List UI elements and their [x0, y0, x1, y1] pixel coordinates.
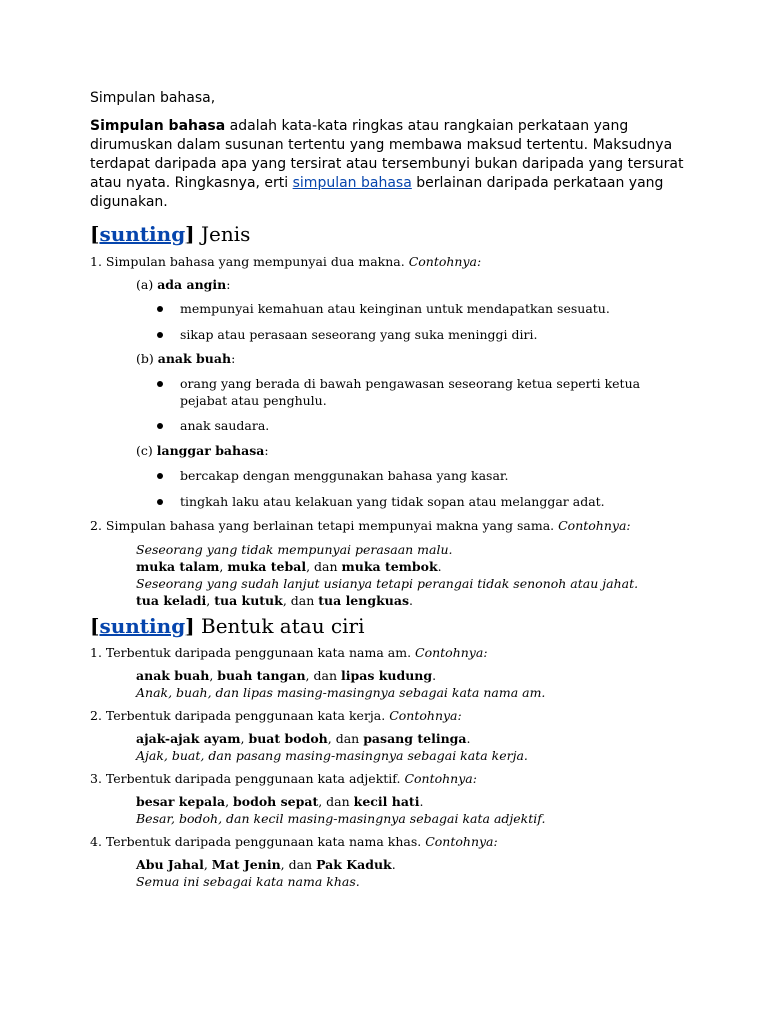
list-item: orang yang berada di bawah pengawasan seseorang ketua seperti ketua pejabat atau penghulu.: [180, 375, 680, 409]
bentuk-example-1: anak buah, buah tangan, dan lipas kudung. Anak, buah, dan lipas masing-masingnya sebagai kata nama am.: [136, 668, 546, 700]
bentuk-item-1: 1. Terbentuk daripada penggunaan kata nama am. Contohnya:: [90, 645, 488, 660]
list-item: tingkah laku atau kelakuan yang tidak sopan atau melanggar adat.: [180, 493, 680, 510]
bentuk-example-4: Abu Jahal, Mat Jenin, dan Pak Kaduk. Semua ini sebagai kata nama khas.: [136, 857, 396, 889]
simpulan-bahasa-link[interactable]: simpulan bahasa: [292, 175, 412, 191]
intro-title: Simpulan bahasa,: [90, 90, 216, 106]
intro-term: Simpulan bahasa: [90, 118, 226, 134]
jenis-item-2: 2. Simpulan bahasa yang berlainan tetapi mempunyai makna yang sama. Contohnya:: [90, 518, 631, 533]
example-block-2: Seseorang yang tidak mempunyai perasaan malu. muka talam, muka tebal, dan muka tembok. Seseorang yang sudah lanjut usianya tetapi perangai tidak senonoh atau jahat. tua keladi, tua kutuk, dan tua lengkuas.: [136, 542, 639, 608]
group-a-label: (a) ada angin:: [136, 277, 231, 292]
bentuk-example-3: besar kepala, bodoh sepat, dan kecil hati. Besar, bodoh, dan kecil masing-masingnya sebagai kata adjektif.: [136, 794, 546, 826]
section-heading-jenis: [sunting] Jenis: [90, 222, 251, 246]
bentuk-item-2: 2. Terbentuk daripada penggunaan kata kerja. Contohnya:: [90, 708, 462, 723]
bentuk-example-2: ajak-ajak ayam, buat bodoh, dan pasang telinga. Ajak, buat, dan pasang masing-masingnya sebagai kata kerja.: [136, 731, 528, 763]
list-item: mempunyai kemahuan atau keinginan untuk mendapatkan sesuatu.: [180, 300, 680, 317]
group-c-label: (c) langgar bahasa:: [136, 443, 269, 458]
list-item: anak saudara.: [180, 417, 680, 434]
edit-link-bentuk[interactable]: sunting: [99, 614, 186, 638]
list-item: bercakap dengan menggunakan bahasa yang kasar.: [180, 467, 680, 484]
intro-paragraph: Simpulan bahasa adalah kata-kata ringkas atau rangkaian perkataan yang dirumuskan dalam susunan tertentu yang membawa maksud tertentu. Maksudnya terdapat daripada apa yang tersirat atau tersembunyi bukan daripada yang tersurat atau nyata. Ringkasnya, erti simpulan bahasa berlainan daripada perkataan yang digunakan.: [90, 118, 684, 210]
jenis-item-1: 1. Simpulan bahasa yang mempunyai dua makna. Contohnya:: [90, 254, 482, 269]
edit-link-jenis[interactable]: sunting: [99, 222, 186, 246]
group-b-label: (b) anak buah:: [136, 351, 236, 366]
bentuk-item-4: 4. Terbentuk daripada penggunaan kata nama khas. Contohnya:: [90, 834, 498, 849]
list-item: sikap atau perasaan seseorang yang suka meninggi diri.: [180, 326, 680, 343]
section-heading-bentuk: [sunting] Bentuk atau ciri: [90, 614, 365, 638]
bentuk-item-3: 3. Terbentuk daripada penggunaan kata adjektif. Contohnya:: [90, 771, 477, 786]
